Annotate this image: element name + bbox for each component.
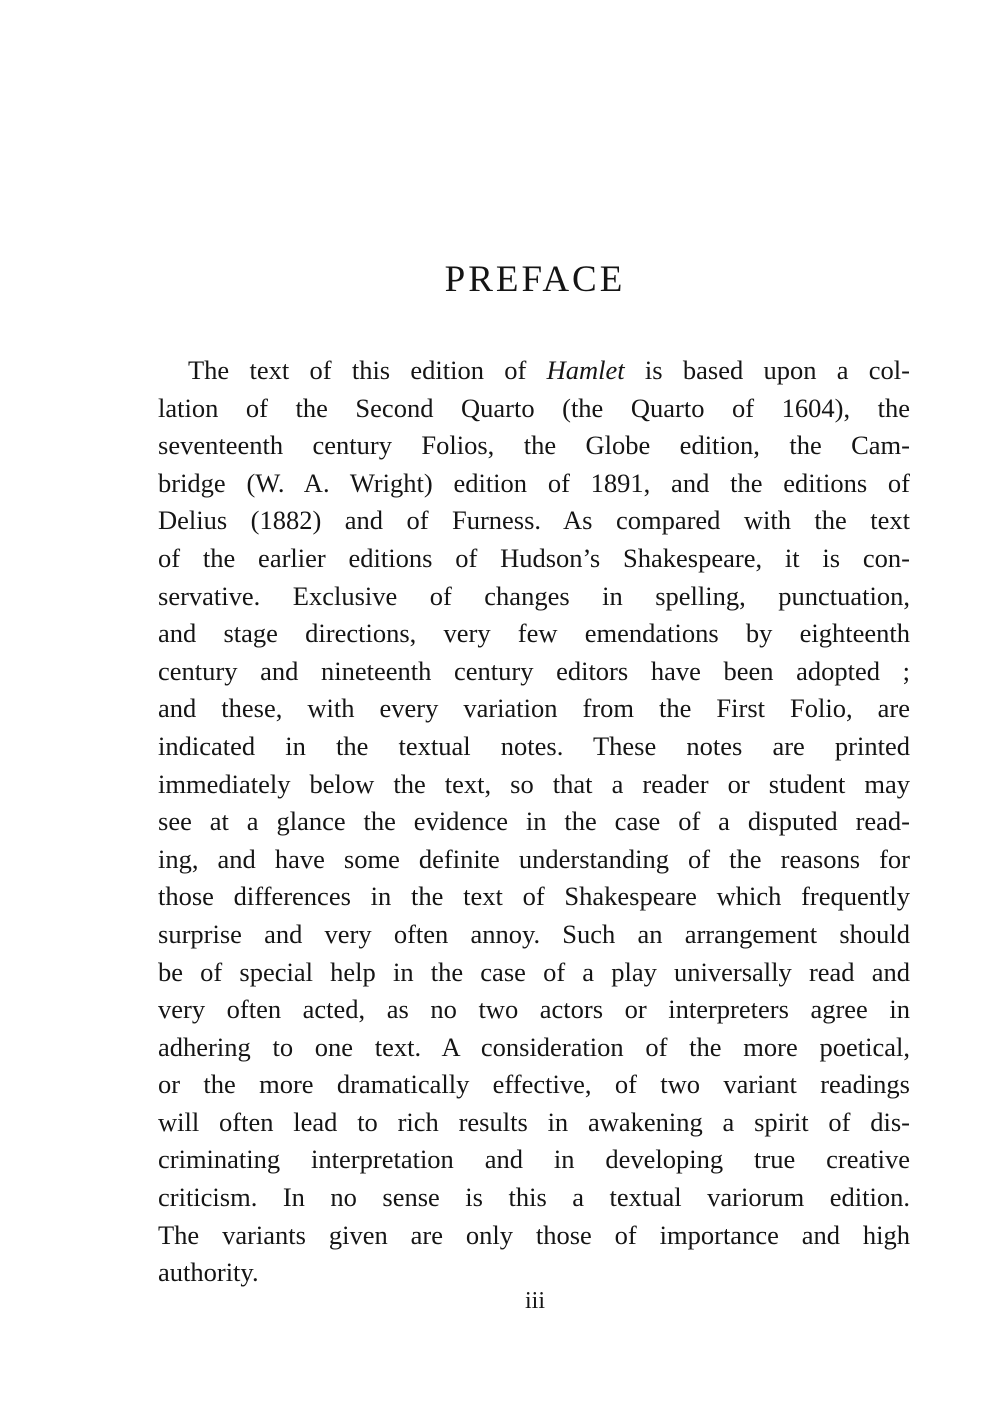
text-line: criticism. In no sense is this a textual variorum edition. — [158, 1182, 910, 1213]
text-line: adhering to one text. A consideration of the more poetical, — [158, 1031, 910, 1062]
text-line: Delius (1882) and of Furness. As compared with the text — [158, 505, 910, 536]
text-line: seventeenth century Folios, the Globe edition, the Cam- — [158, 430, 910, 461]
text-line: very often acted, as no two actors or interpreters agree in — [158, 994, 910, 1025]
text-line: indicated in the textual notes. These notes are printed — [158, 730, 910, 761]
text-line: see at a glance the evidence in the case of a disputed read- — [158, 806, 910, 837]
text-line: ing, and have some definite understanding of the reasons for — [158, 843, 910, 874]
text-line: authority. — [158, 1257, 259, 1288]
text-line: century and nineteenth century editors have been adopted ; — [158, 655, 910, 686]
text-line: of the earlier editions of Hudson’s Shakespeare, it is con- — [158, 542, 910, 573]
text-line: be of special help in the case of a play universally read and — [158, 956, 910, 987]
text-line: The variants given are only those of importance and high — [158, 1219, 910, 1250]
text-line: and stage directions, very few emendations by eighteenth — [158, 618, 910, 649]
italic-title: Hamlet — [546, 355, 625, 385]
page-number: iii — [524, 1288, 545, 1314]
text-line: The text of this edition of Hamlet is based upon a col- — [188, 355, 910, 385]
text-line: those differences in the text of Shakespeare which frequently — [158, 881, 910, 912]
text-line: immediately below the text, so that a reader or student may — [158, 768, 910, 799]
text-line: lation of the Second Quarto (the Quarto of 1604), the — [158, 392, 910, 423]
preface-paragraph — [158, 352, 910, 1292]
page-title: PREFACE — [444, 259, 626, 300]
text-line: servative. Exclusive of changes in spelling, punctuation, — [158, 580, 910, 611]
text-line: and these, with every variation from the First Folio, are — [158, 693, 910, 724]
text-line: surprise and very often annoy. Such an arrangement should — [158, 918, 910, 949]
text-line: will often lead to rich results in awakening a spirit of dis- — [158, 1106, 910, 1137]
text-line: bridge (W. A. Wright) edition of 1891, and the editions of — [158, 467, 910, 498]
text-line: criminating interpretation and in developing true creative — [158, 1144, 910, 1175]
text-line: or the more dramatically effective, of two variant readings — [158, 1069, 910, 1100]
